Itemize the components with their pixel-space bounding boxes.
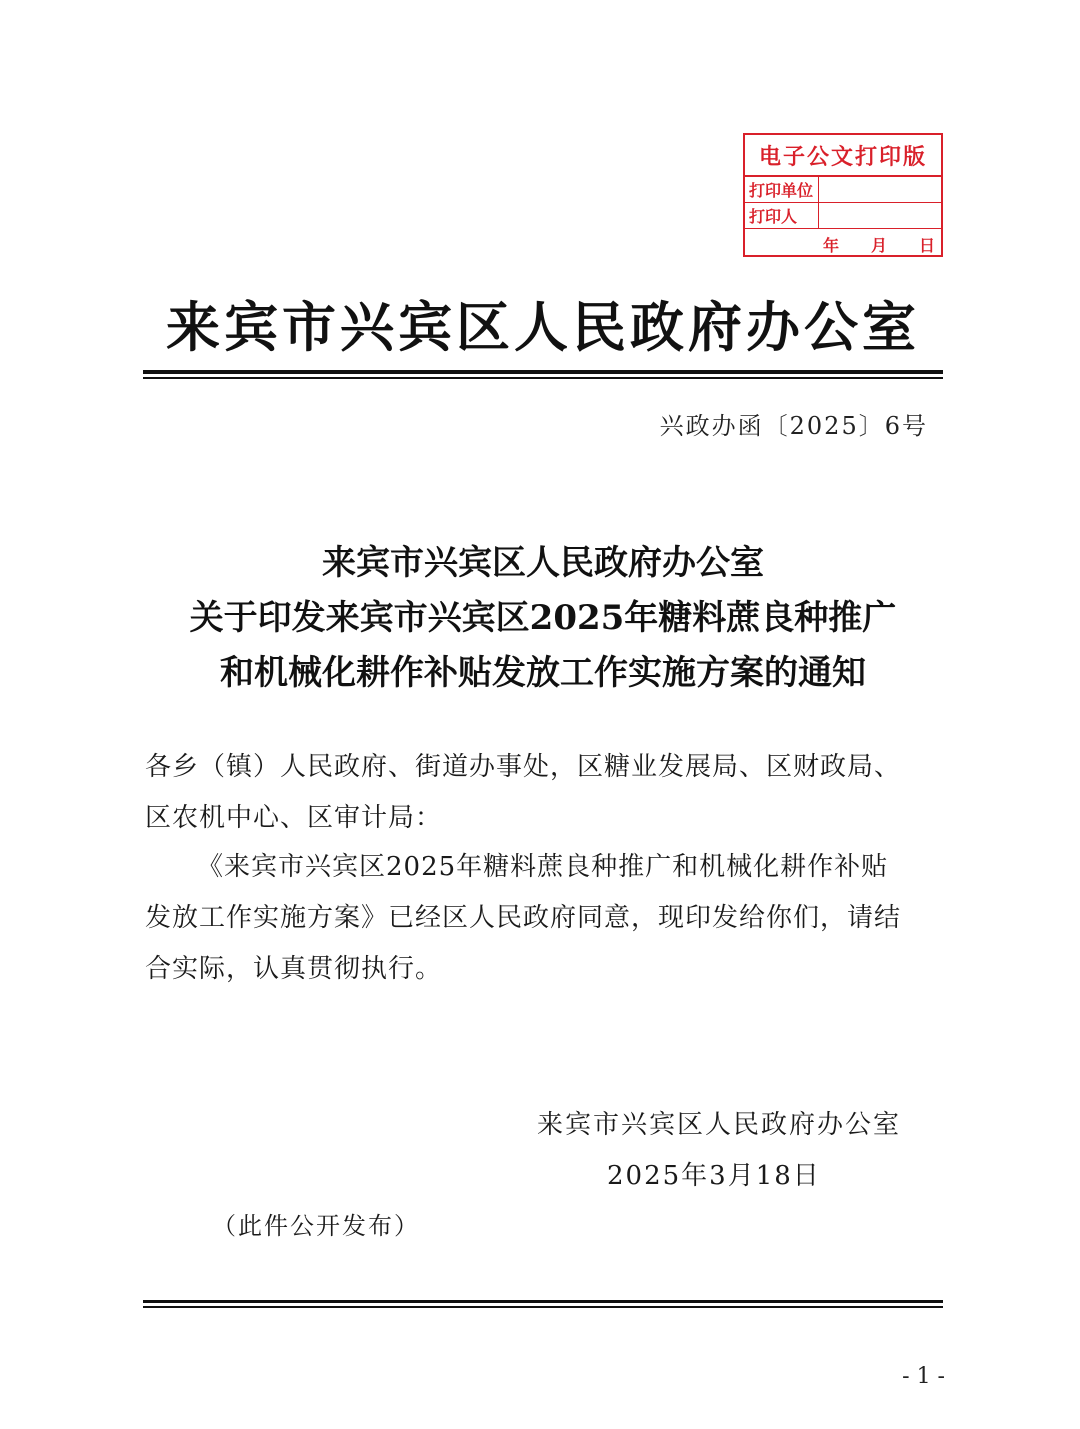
signature-org: 来宾市兴宾区人民政府办公室 [537, 1110, 902, 1140]
paragraph-line-3: 合实际，认真贯彻执行。 [145, 954, 443, 984]
footer-rule-bottom [143, 1306, 943, 1308]
page-number: - 1 - [902, 1364, 945, 1389]
title-line-1: 来宾市兴宾区人民政府办公室 [322, 543, 764, 583]
stamp-row-unit [745, 177, 941, 203]
title-line-3: 和机械化耕作补贴发放工作实施方案的通知 [220, 653, 866, 693]
print-stamp [743, 133, 943, 257]
signature-date: 2025年3月18日 [607, 1161, 821, 1191]
stamp-title: 电子公文打印版 [745, 135, 941, 177]
doc-number: 兴政办函〔2025〕6号 [659, 412, 928, 440]
stamp-date-row [745, 229, 941, 259]
stamp-date-month: 月 [870, 235, 887, 255]
body-paragraph [145, 842, 945, 995]
header-rule-thin [143, 377, 943, 379]
footer-rule-top [143, 1300, 943, 1303]
public-note: （此件公开发布） [212, 1212, 420, 1240]
org-header: 来宾市兴宾区人民政府办公室 [166, 295, 920, 359]
recipients-line-2: 区农机中心、区审计局： [145, 803, 443, 833]
recipients-line-1: 各乡（镇）人民政府、街道办事处，区糖业发展局、区财政局、 [145, 752, 902, 782]
stamp-row-person [745, 203, 941, 229]
stamp-date-year: 年 [822, 235, 839, 255]
recipients [145, 742, 945, 844]
stamp-person-label: 打印人 [745, 203, 819, 228]
document-title [120, 536, 966, 701]
title-line-2: 关于印发来宾市兴宾区2025年糖料蔗良种推广 [189, 598, 897, 638]
stamp-unit-label: 打印单位 [745, 177, 819, 202]
header-rule-thick [143, 370, 943, 374]
paragraph-line-2: 发放工作实施方案》已经区人民政府同意，现印发给你们，请结 [145, 903, 902, 933]
paragraph-line-1: 《来宾市兴宾区2025年糖料蔗良种推广和机械化耕作补贴 [197, 852, 889, 882]
stamp-date-day: 日 [918, 235, 935, 255]
